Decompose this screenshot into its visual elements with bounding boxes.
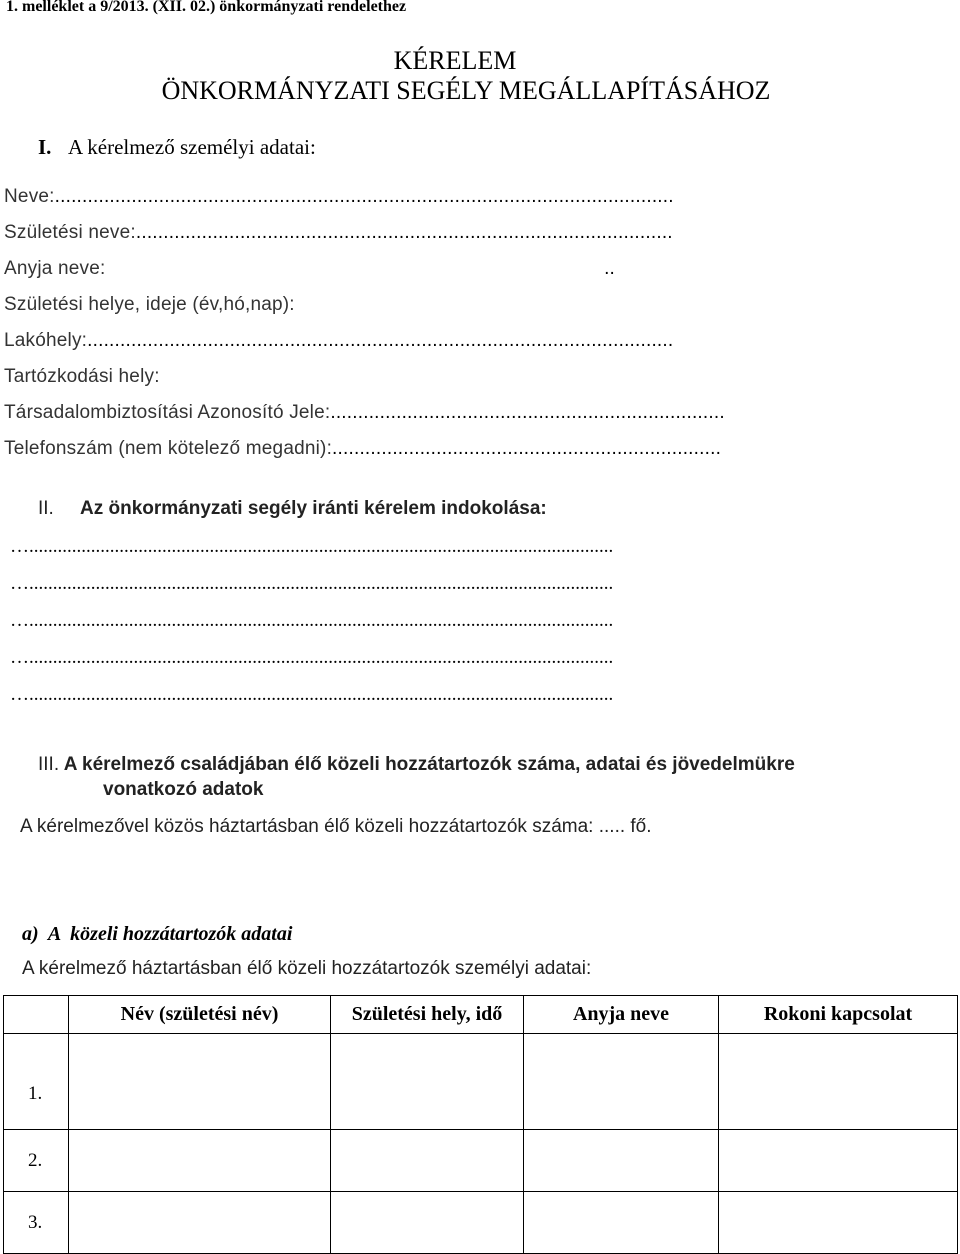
section-1-number: I. [38,135,52,159]
field-temporary-residence[interactable] [4,366,160,388]
reason-line[interactable]: …........................................................................................................................... [10,647,614,668]
table-cell[interactable] [331,1192,524,1254]
field-label: Neve: [4,186,55,207]
table-header-row [4,996,958,1034]
field-phone[interactable] [4,438,721,460]
row-number: 1. [4,1034,69,1130]
field-birth-name[interactable] [4,222,673,244]
table-cell[interactable] [719,1130,958,1192]
field-mother-name[interactable] [4,258,615,280]
table-row [4,1130,958,1192]
table-header-relation: Rokoni kapcsolat [719,996,958,1034]
household-count-line[interactable]: A kérelmezővel közös háztartásban élő közeli hozzátartozók száma: ..... fő. [20,816,652,837]
table-cell[interactable] [331,1130,524,1192]
reason-line[interactable]: …........................................................................................................................... [10,610,614,631]
field-fill: ........................................................................................................... [87,330,674,351]
table-header-mother: Anyja neve [524,996,719,1034]
section-3-heading [38,754,795,776]
field-fill: .. [105,258,616,279]
form-subtitle: ÖNKORMÁNYZATI SEGÉLY MEGÁLLAPÍTÁSÁHOZ [161,76,771,105]
section-3-title-continued: vonatkozó adatok [103,779,264,800]
field-label: Társadalombiztosítási Azonosító Jele: [4,402,331,423]
field-fill: ................................................................................................................. [54,186,674,207]
section-3-number: III. [38,754,60,775]
relatives-table [3,995,958,1254]
table-cell[interactable] [719,1034,958,1130]
field-fill: ........................................................................ [330,402,725,423]
field-label: Tartózkodási hely: [4,366,160,387]
table-cell[interactable] [524,1130,719,1192]
table-cell[interactable] [69,1034,331,1130]
section-2-heading [38,498,547,520]
field-label: Anyja neve: [4,258,106,279]
table-header-name: Név (születési név) [69,996,331,1034]
table-row [4,1192,958,1254]
table-header-birth: Születési hely, idő [331,996,524,1034]
form-title: KÉRELEM [393,46,517,75]
reason-line[interactable]: …........................................................................................................................... [10,536,614,557]
table-row [4,1034,958,1130]
field-residence[interactable] [4,330,673,352]
field-label: Telefonszám (nem kötelező megadni): [4,438,333,459]
table-header-number [4,996,69,1034]
field-label: Lakóhely: [4,330,88,351]
table-cell[interactable] [69,1192,331,1254]
section-2-title: Az önkormányzati segély iránti kérelem indokolása: [80,498,547,519]
subsection-a-description: A kérelmező háztartásban élő közeli hozzátartozók személyi adatai: [22,958,592,979]
reason-line[interactable]: …........................................................................................................................... [10,573,614,594]
field-social-security-id[interactable] [4,402,725,424]
table-cell[interactable] [524,1034,719,1130]
row-number: 2. [4,1130,69,1192]
section-1-heading [38,135,316,160]
row-number: 3. [4,1192,69,1254]
table-cell[interactable] [69,1130,331,1192]
table-cell[interactable] [524,1192,719,1254]
field-fill: ....................................................................... [332,438,722,459]
table-cell[interactable] [331,1034,524,1130]
field-birth-place-date[interactable] [4,294,295,316]
section-2-number: II. [38,498,54,519]
reason-line[interactable]: …........................................................................................................................... [10,684,614,705]
annex-header: 1. melléklet a 9/2013. (XII. 02.) önkormányzati rendelethez [6,0,407,15]
section-3-title: A kérelmező családjában élő közeli hozzátartozók száma, adatai és jövedelmükre [63,754,795,775]
subsection-a-title: a) A közeli hozzátartozók adatai [22,923,293,945]
section-1-title: A kérelmező személyi adatai: [68,135,316,159]
field-label: Születési neve: [4,222,136,243]
table-cell[interactable] [719,1192,958,1254]
field-label: Születési helye, ideje (év,hó,nap): [4,294,295,315]
field-name[interactable] [4,186,674,208]
field-fill: .................................................................................................. [135,222,673,243]
